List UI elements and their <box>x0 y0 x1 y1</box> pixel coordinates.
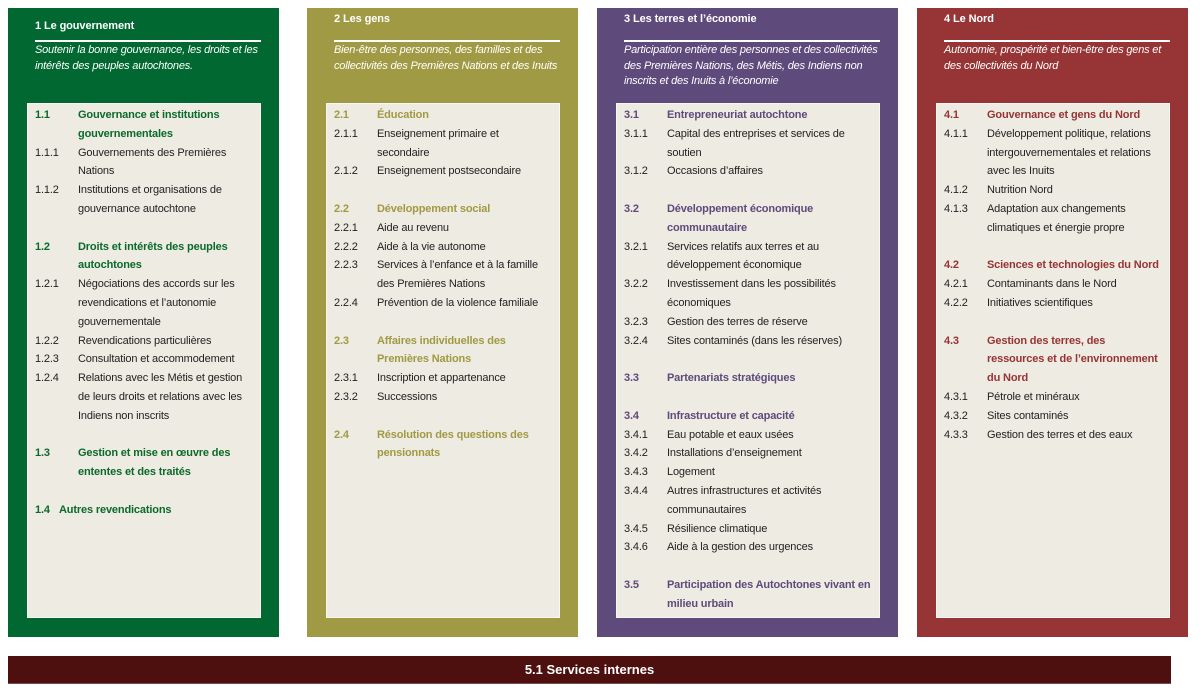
list-item <box>624 463 873 482</box>
item-label: Enseignement postsecondaire <box>377 165 521 178</box>
list-item <box>35 332 254 351</box>
program-list <box>616 103 880 618</box>
item-number: 4.3.1 <box>944 390 968 403</box>
item-label: Consultation et accommodement <box>78 353 235 366</box>
item-label: Développement économique communautaire <box>667 202 814 234</box>
item-label: Résolution des questions des pensionnats <box>377 428 529 460</box>
item-label: Sciences et technologies du Nord <box>987 259 1159 272</box>
list-item <box>944 407 1163 426</box>
list-item <box>334 125 553 163</box>
panel-title: 4 Le Nord <box>944 13 994 25</box>
list-item <box>334 238 553 257</box>
item-label: Affaires individuelles des Premières Nations <box>377 334 506 366</box>
item-label: Gouvernements des Premières Nations <box>78 146 227 178</box>
item-number: 1.1.2 <box>35 184 59 197</box>
divider <box>35 40 261 42</box>
panel-subtitle: Autonomie, prospérité et bien-être des gens et des collectivités du Nord <box>944 44 1162 72</box>
panel-subtitle: Participation entière des personnes et des collectivités des Premières Nations, des Métis, des Indiens non inscrits et des Inuits à l’économie <box>624 44 878 87</box>
item-number: 1.2 <box>35 240 50 253</box>
program-list <box>326 103 560 618</box>
list-item <box>624 200 873 238</box>
item-number: 2.1 <box>334 109 349 121</box>
item-label: Investissement dans les possibilités économiques <box>667 278 836 309</box>
item-label: Aide au revenu <box>377 221 449 234</box>
item-number: 1.2.4 <box>35 372 59 385</box>
list-item <box>624 407 873 426</box>
list-item <box>624 369 873 388</box>
list-item <box>944 200 1163 238</box>
item-number: 4.3.2 <box>944 409 968 422</box>
item-label: Nutrition Nord <box>987 184 1053 197</box>
item-label: Négociations des accords sur les revendications et l’autonomie gouvernementale <box>78 278 235 328</box>
item-label: Éducation <box>377 109 429 121</box>
spacer <box>334 313 553 332</box>
item-label: Gestion des terres de réserve <box>667 315 808 328</box>
spacer <box>35 482 254 501</box>
item-number: 2.2.3 <box>334 259 358 272</box>
item-label: Gestion des terres et des eaux <box>987 428 1133 441</box>
list-item <box>334 256 553 294</box>
item-number: 3.1 <box>624 109 639 121</box>
item-label: Autres infrastructures et activités communautaires <box>667 484 822 516</box>
list-item <box>35 238 254 276</box>
list-item <box>624 106 873 125</box>
item-label: Sites contaminés (dans les réserves) <box>667 334 842 347</box>
item-number: 2.2.1 <box>334 221 358 234</box>
panel-nord <box>917 8 1188 637</box>
item-number: 3.2.4 <box>624 334 648 347</box>
item-number: 2.4 <box>334 428 349 441</box>
item-label: Développement social <box>377 202 491 215</box>
list-item <box>624 426 873 445</box>
item-label: Prévention de la violence familiale <box>377 296 539 309</box>
internal-services-bar <box>8 656 1171 684</box>
item-number: 3.3 <box>624 372 639 385</box>
list-item <box>334 294 553 313</box>
item-label: Initiatives scientifiques <box>987 296 1093 309</box>
list-item <box>35 275 254 331</box>
item-label: Aide à la gestion des urgences <box>667 541 813 554</box>
spacer <box>35 426 254 445</box>
item-number: 4.2.2 <box>944 296 968 309</box>
spacer <box>944 313 1163 332</box>
list-item <box>624 444 873 463</box>
item-label: Inscription et appartenance <box>377 372 506 385</box>
item-label: Participation des Autochtones vivant en milieu urbain <box>667 578 871 610</box>
panel-subtitle: Soutenir la bonne gouvernance, les droits et les intérêts des peuples autochtones. <box>35 44 258 72</box>
list-item <box>624 313 873 332</box>
item-label: Partenariats stratégiques <box>667 372 796 385</box>
list-item <box>624 162 873 181</box>
item-label: Relations avec les Métis et gestion de leurs droits et relations avec les Indiens non inscrits <box>78 372 243 422</box>
item-label: Gestion et mise en œuvre des ententes et des traités <box>78 447 231 479</box>
item-label: Sites contaminés <box>987 409 1069 422</box>
list-item <box>624 275 873 313</box>
spacer <box>334 407 553 426</box>
panel-title: 1 Le gouvernement <box>35 20 135 32</box>
list-item <box>334 219 553 238</box>
item-label: Enseignement primaire et secondaire <box>377 127 499 159</box>
spacer <box>35 219 254 238</box>
item-label: Services à l’enfance et à la famille des Premières Nations <box>377 259 538 291</box>
list-item <box>944 256 1163 275</box>
item-number: 3.5 <box>624 578 639 591</box>
item-number: 3.2.1 <box>624 240 648 253</box>
item-number: 4.3.3 <box>944 428 968 441</box>
item-label: Résilience climatique <box>667 522 768 535</box>
list-item <box>944 294 1163 313</box>
item-label: Gestion des terres, des ressources et de l’environnement du Nord <box>987 334 1158 385</box>
item-number: 2.2 <box>334 202 349 215</box>
list-item <box>624 332 873 351</box>
item-number: 3.4.2 <box>624 447 648 460</box>
item-number: 3.2.2 <box>624 278 648 291</box>
panel-title: 2 Les gens <box>334 13 390 25</box>
spacer <box>624 181 873 200</box>
list-item <box>624 538 873 557</box>
item-label: Revendications particulières <box>78 334 212 347</box>
item-number: 2.3 <box>334 334 349 347</box>
panel-terres-economie <box>597 8 898 637</box>
list-item <box>944 426 1163 445</box>
item-number: 3.1.1 <box>624 127 648 140</box>
item-label: Capital des entreprises et services de soutien <box>667 127 845 159</box>
panel-gens <box>307 8 578 637</box>
spacer <box>624 350 873 369</box>
item-label: Droits et intérêts des peuples autochtones <box>78 240 228 272</box>
list-item <box>944 332 1163 388</box>
list-item <box>944 106 1163 125</box>
item-number: 3.1.2 <box>624 165 648 178</box>
divider <box>624 40 880 42</box>
list-item <box>624 482 873 520</box>
item-number: 4.1 <box>944 109 959 121</box>
item-number: 3.4.6 <box>624 541 648 554</box>
item-label: Gouvernance et gens du Nord <box>987 109 1141 121</box>
item-label: Pétrole et minéraux <box>987 390 1080 403</box>
item-number: 1.2.1 <box>35 278 59 291</box>
internal-services-label: 5.1 Services internes <box>524 662 655 677</box>
item-number: 3.2.3 <box>624 315 648 328</box>
program-list <box>936 103 1170 618</box>
spacer <box>624 388 873 407</box>
list-item <box>944 388 1163 407</box>
item-number: 2.3.2 <box>334 390 358 403</box>
list-item <box>334 388 553 407</box>
item-label: Services relatifs aux terres et au développement économique <box>667 240 820 272</box>
item-label: Infrastructure et capacité <box>667 409 795 422</box>
item-number: 4.2.1 <box>944 278 968 291</box>
item-number: 1.3 <box>35 447 50 460</box>
item-number: 1.1 <box>35 109 50 121</box>
item-label: Eau potable et eaux usées <box>667 428 794 441</box>
item-number: 3.2 <box>624 202 639 215</box>
spacer <box>944 238 1163 257</box>
item-number: 3.4.3 <box>624 466 648 479</box>
list-item <box>944 275 1163 294</box>
item-number: 1.1.1 <box>35 146 59 159</box>
list-item <box>334 106 553 125</box>
item-number: 3.4.1 <box>624 428 648 441</box>
item-label: Entrepreneuriat autochtone <box>667 109 808 121</box>
item-number: 2.3.1 <box>334 372 358 385</box>
item-number: 2.2.2 <box>334 240 358 253</box>
item-label: Occasions d’affaires <box>667 165 763 178</box>
item-number: 1.2.3 <box>35 353 59 366</box>
list-item <box>35 444 254 482</box>
item-label: Successions <box>377 390 438 403</box>
list-item <box>624 576 873 614</box>
item-number: 3.4 <box>624 409 639 422</box>
list-item <box>334 426 553 464</box>
item-number: 2.1.2 <box>334 165 358 178</box>
list-item <box>624 520 873 539</box>
item-label: Développement politique, relations intergouvernementales et relations avec les Inuits <box>987 127 1151 178</box>
list-item <box>944 125 1163 181</box>
list-item <box>624 238 873 276</box>
item-number: 4.1.1 <box>944 127 968 140</box>
spacer <box>334 181 553 200</box>
list-item <box>35 501 254 520</box>
list-item <box>334 200 553 219</box>
panel-title: 3 Les terres et l’économie <box>624 13 757 25</box>
item-number: 1.4 <box>35 503 50 516</box>
item-number: 3.4.4 <box>624 484 648 497</box>
list-item <box>334 332 553 370</box>
list-item <box>35 144 254 182</box>
list-item <box>334 162 553 181</box>
list-item <box>35 106 254 144</box>
item-label: Autres revendications <box>59 503 172 516</box>
divider <box>944 40 1170 42</box>
divider <box>334 40 560 42</box>
list-item <box>624 125 873 163</box>
list-item <box>944 181 1163 200</box>
item-number: 1.2.2 <box>35 334 59 347</box>
item-number: 2.2.4 <box>334 296 358 309</box>
item-number: 4.1.2 <box>944 184 968 197</box>
item-label: Gouvernance et institutions gouvernementales <box>78 109 220 140</box>
item-number: 4.1.3 <box>944 202 968 215</box>
spacer <box>624 557 873 576</box>
item-label: Installations d’enseignement <box>667 447 802 460</box>
item-label: Adaptation aux changements climatiques et énergie propre <box>987 202 1126 234</box>
item-label: Aide à la vie autonome <box>377 240 486 253</box>
list-item <box>35 181 254 219</box>
list-item <box>35 350 254 369</box>
item-label: Logement <box>667 466 715 479</box>
panel-gouvernement <box>8 8 279 637</box>
item-number: 4.2 <box>944 259 959 272</box>
list-item <box>35 369 254 425</box>
panel-subtitle: Bien-être des personnes, des familles et des collectivités des Premières Nations et des Inuits <box>334 44 558 72</box>
item-label: Contaminants dans le Nord <box>987 278 1117 291</box>
item-number: 3.4.5 <box>624 522 648 535</box>
program-list <box>27 103 261 618</box>
list-item <box>334 369 553 388</box>
item-label: Institutions et organisations de gouvernance autochtone <box>78 184 222 215</box>
item-number: 4.3 <box>944 334 959 347</box>
item-number: 2.1.1 <box>334 127 358 140</box>
